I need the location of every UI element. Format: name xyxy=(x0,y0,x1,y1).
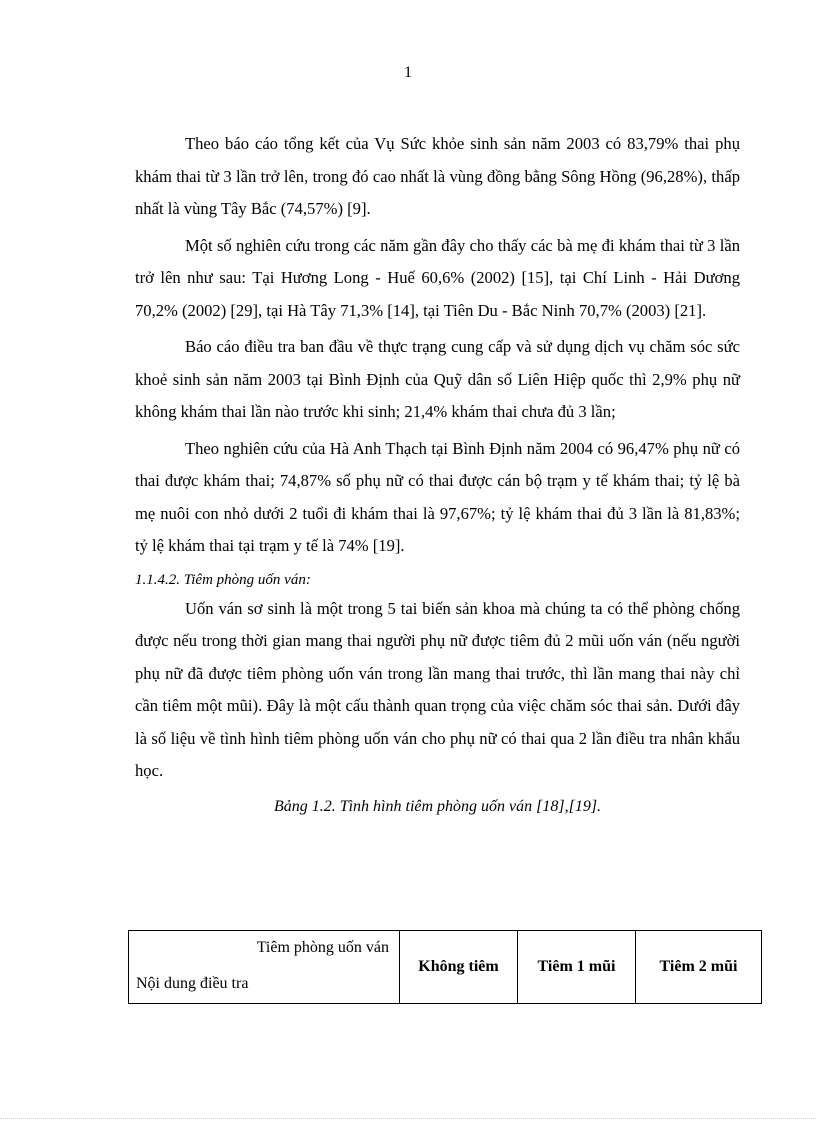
paragraph-ha-anh-thach-study: Theo nghiên cứu của Hà Anh Thạch tại Bình Định năm 2004 có 96,47% phụ nữ có thai được khám thai; 74,87% số phụ nữ có thai được cán bộ trạm y tế khám thai; tỷ lệ bà mẹ nuôi con nhỏ dưới 2 tuổi đi khám thai là 97,67%; tỷ lệ khám thai đủ 3 lần là 81,83%; tỷ lệ khám thai tại trạm y tế là 74% [19]. xyxy=(135,438,740,555)
section-heading: 1.1.4.2. Tiêm phòng uốn ván: xyxy=(135,571,311,588)
page-bottom-divider xyxy=(0,1118,816,1119)
table-corner-cell xyxy=(129,931,400,1004)
page-number: 1 xyxy=(404,64,412,81)
header-one-dose: Tiêm 1 mũi xyxy=(518,931,636,1004)
table-header-row xyxy=(129,931,762,1004)
corner-row-label: Nội dung điều tra xyxy=(136,975,249,992)
paragraph-binh-dinh-survey: Báo cáo điều tra ban đầu về thực trạng cung cấp và sử dụng dịch vụ chăm sóc sức khoẻ sinh sản năm 2003 tại Bình Định của Quỹ dân số Liên Hiệp quốc thì 2,9% phụ nữ không khám thai lần nào trước khi sinh; 21,4% khám thai chưa đủ 3 lần; xyxy=(135,337,740,421)
corner-column-label: Tiêm phòng uốn ván xyxy=(256,939,389,956)
header-no-vaccination: Không tiêm xyxy=(400,931,518,1004)
header-two-doses: Tiêm 2 mũi xyxy=(636,931,762,1004)
paragraph-vsksss-report: Theo báo cáo tổng kết của Vụ Sức khỏe sinh sản năm 2003 có 83,79% thai phụ khám thai từ 3 lần trở lên, trong đó cao nhất là vùng đồng bằng Sông Hồng (96,28%), thấp nhất là vùng Tây Bắc (74,57%) [9]. xyxy=(135,134,740,218)
paragraph-tetanus: Uốn ván sơ sinh là một trong 5 tai biến sản khoa mà chúng ta có thể phòng chống được nếu trong thời gian mang thai người phụ nữ được tiêm đủ 2 mũi uốn ván (nếu người phụ nữ đã được tiêm phòng uốn ván trong lần mang thai trước, thì lần mang thai này chỉ cần tiêm một mũi). Đây là một cấu thành quan trọng của việc chăm sóc thai sản. Dưới đây là số liệu về tình hình tiêm phòng uốn ván cho phụ nữ có thai qua 2 lần điều tra nhân khẩu học. xyxy=(135,598,740,780)
document-body xyxy=(135,128,740,822)
paragraph-regional-studies: Một số nghiên cứu trong các năm gần đây cho thấy các bà mẹ đi khám thai từ 3 lần trở lên như sau: Tại Hương Long - Huế 60,6% (2002) [15], tại Chí Linh - Hải Dương 70,2% (2002) [29], tại Hà Tây 71,3% [14], tại Tiên Du - Bắc Ninh 70,7% (2003) [21]. xyxy=(135,235,740,320)
tetanus-vaccination-table xyxy=(128,930,762,1004)
table-caption: Bảng 1.2. Tình hình tiêm phòng uốn ván [18],[19]. xyxy=(273,797,602,815)
